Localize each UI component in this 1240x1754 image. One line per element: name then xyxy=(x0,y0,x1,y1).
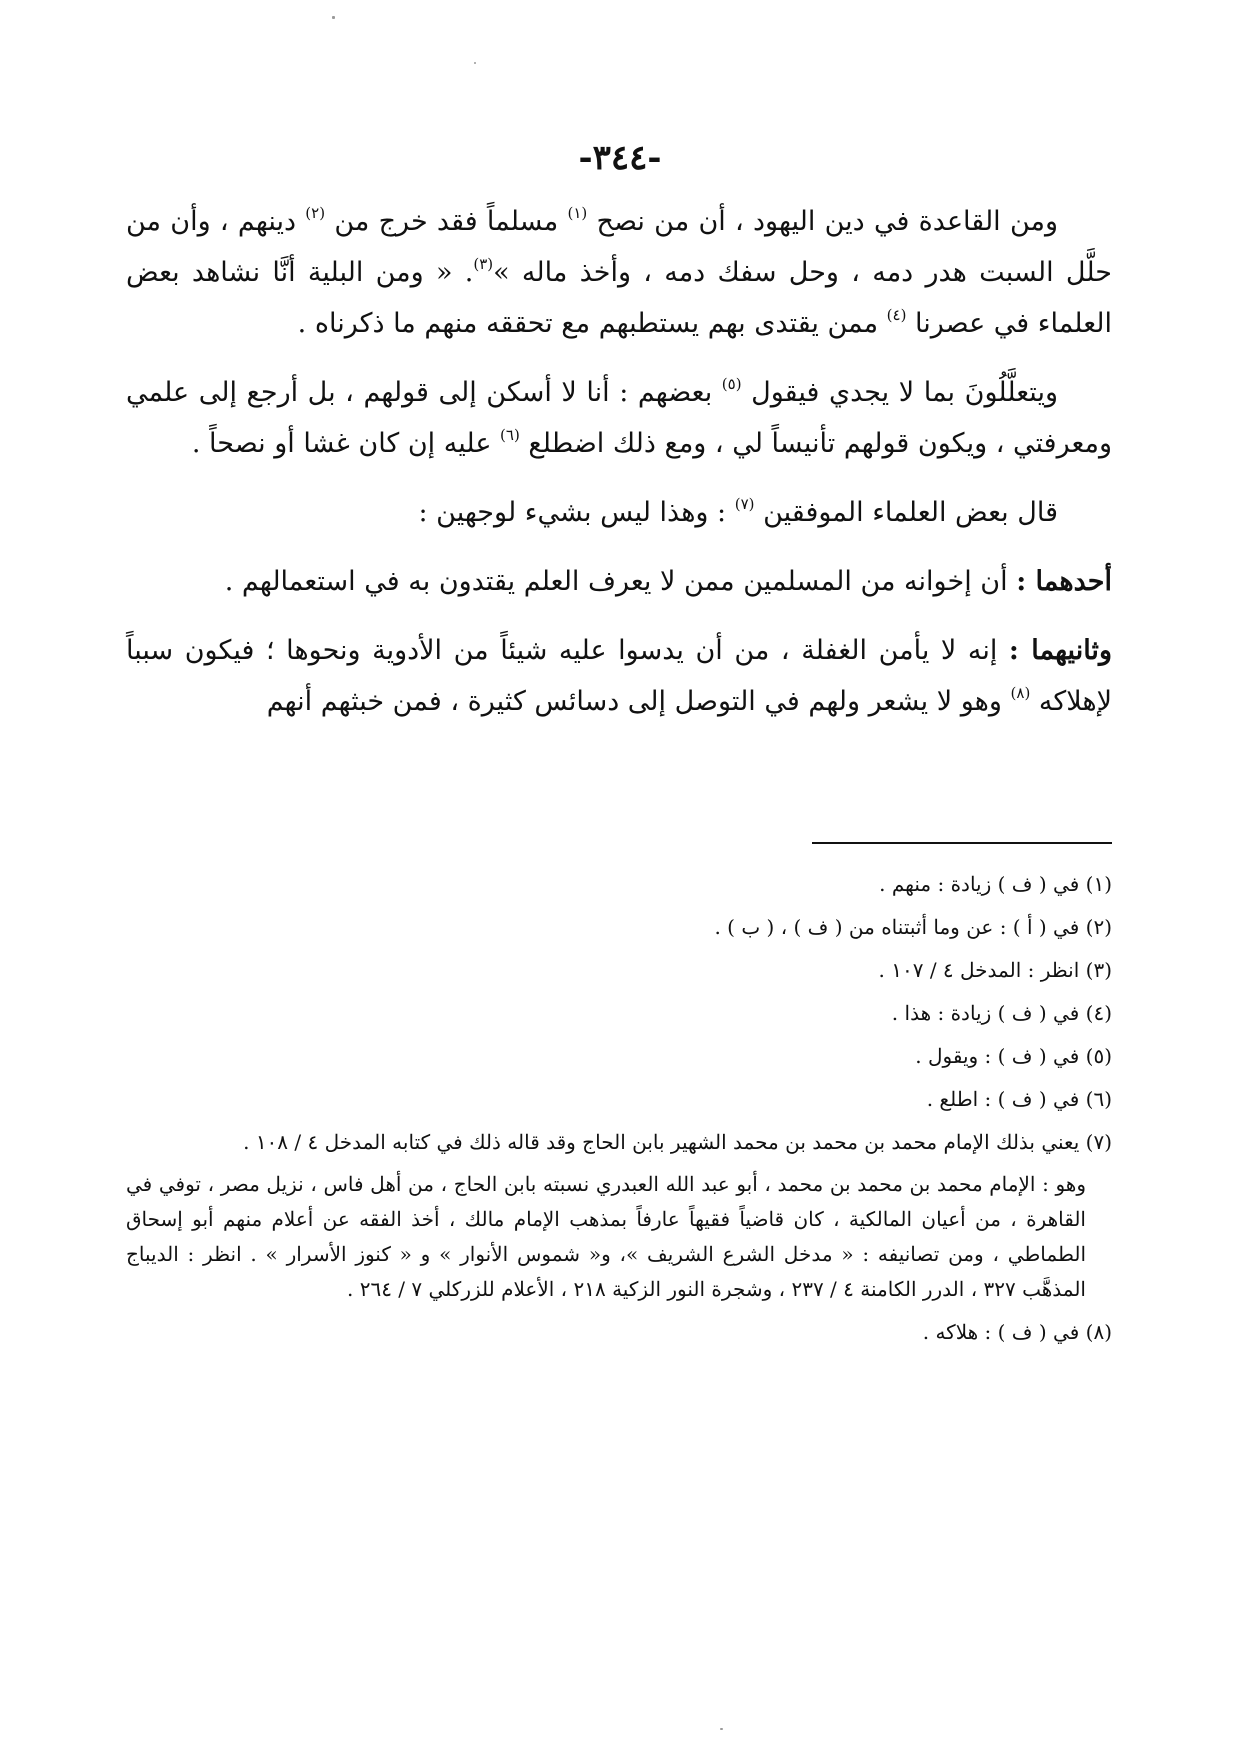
paragraph-5 xyxy=(126,625,1112,727)
footnote-ref-7[interactable]: (٧) xyxy=(734,495,755,513)
text-run: عليه إن كان غشا أو نصحاً . xyxy=(191,428,501,459)
paragraph-4 xyxy=(126,556,1112,607)
text-run: مسلماً فقد خرج من xyxy=(325,206,568,237)
text-run: إنه لا يأمن الغفلة ، من أن يدسوا عليه شيئاً من الأدوية ونحوها ؛ فيكون سبباً لإهلاكه xyxy=(126,635,1112,717)
scan-speck xyxy=(332,16,335,19)
footnote-ref-1[interactable]: (١) xyxy=(567,204,588,222)
footnote-8: (٨) في ( ف ) : هلاكه . xyxy=(922,1320,1112,1344)
paragraph-1 xyxy=(126,196,1112,349)
footnote-5: (٥) في ( ف ) : ويقول . xyxy=(915,1044,1112,1068)
footnote-3: (٣) انظر : المدخل ٤ / ١٠٧ . xyxy=(878,958,1112,982)
bold-label: وثانيهما : xyxy=(1008,635,1112,666)
text-run: أن إخوانه من المسلمين ممن لا يعرف العلم يقتدون به في استعمالهم . xyxy=(224,566,1017,597)
footnotes xyxy=(126,866,1112,1357)
footnote-6: (٦) في ( ف ) : اطلع . xyxy=(926,1087,1112,1111)
text-run: : وهذا ليس بشيء لوجهين : xyxy=(418,497,735,528)
footnote-ref-4[interactable]: (٤) xyxy=(886,306,907,324)
footnote-ref-6[interactable]: (٦) xyxy=(500,426,520,444)
scan-speck xyxy=(474,62,476,64)
text-run: ممن يقتدى بهم يستطبهم مع تحققه منهم ما ذكرناه . xyxy=(297,308,887,339)
main-text xyxy=(126,196,1112,745)
scan-speck xyxy=(720,1728,723,1730)
footnote-4: (٤) في ( ف ) زيادة : هذا . xyxy=(891,1001,1112,1025)
footnote-7: (٧) يعني بذلك الإمام محمد بن محمد بن محمد الشهير بابن الحاج وقد قاله ذلك في كتابه المدخل ٤ / ١٠٨ . xyxy=(243,1130,1112,1154)
page-number: -٣٤٤- xyxy=(578,138,662,178)
footnote-ref-2[interactable]: (٢) xyxy=(305,204,326,222)
footnote-7-continuation: وهو : الإمام محمد بن محمد بن محمد ، أبو عبد الله العبدري نسبته بابن الحاج ، من أهل فاس ، نزيل مصر ، توفي في القاهرة ، من أعيان المالكية ، كان قاضياً فقيهاً عارفاً بمذهب الإمام مالك ، أخذ الفقه عن أعلام منهم أبو إسحاق الطماطي ، ومن تصانيفه : « مدخل الشرع الشريف »، و« شموس الأنوار » و « كنوز الأسرار » . انظر : الديباج المذهَّب ٣٢٧ ، الدرر الكامنة ٤ / ٢٣٧ ، وشجرة النور الزكية ٢١٨ ، الأعلام للزركلي ٧ / ٢٦٤ . xyxy=(126,1172,1086,1301)
text-run: دينهم ، وأن من حلَّل السبت هدر دمه ، وحل سفك دمه ، وأخذ ماله » xyxy=(126,206,1113,288)
text-run: قال بعض العلماء الموفقين xyxy=(754,497,1058,528)
bold-label: أحدهما : xyxy=(1016,566,1112,597)
text-run: ويتعلَّلُونَ بما لا يجدي فيقول xyxy=(741,377,1058,408)
footnote-ref-5[interactable]: (٥) xyxy=(721,375,742,393)
footnote-1: (١) في ( ف ) زيادة : منهم . xyxy=(879,872,1112,896)
paragraph-3 xyxy=(126,487,1112,538)
footnote-separator xyxy=(812,842,1112,844)
text-run: بعضهم : أنا لا أسكن إلى قولهم ، بل أرجع إلى علمي ومعرفتي ، ويكون قولهم تأنيساً لي ، ومع ذلك اضطلع xyxy=(126,377,1112,459)
footnote-ref-8[interactable]: (٨) xyxy=(1010,684,1031,702)
footnote-2: (٢) في ( أ ) : عن وما أثبتناه من ( ف ) ، ( ب ) . xyxy=(714,915,1112,939)
text-run: وهو لا يشعر ولهم في التوصل إلى دسائس كثيرة ، فمن خبثهم أنهم xyxy=(266,686,1011,717)
text-run: ومن القاعدة في دين اليهود ، أن من نصح xyxy=(587,206,1058,237)
footnote-ref-3[interactable]: (٣) xyxy=(473,255,494,273)
text-run: . « ومن البلية أنَّا نشاهد بعض العلماء في عصرنا xyxy=(126,257,1112,339)
paragraph-2 xyxy=(126,367,1112,469)
